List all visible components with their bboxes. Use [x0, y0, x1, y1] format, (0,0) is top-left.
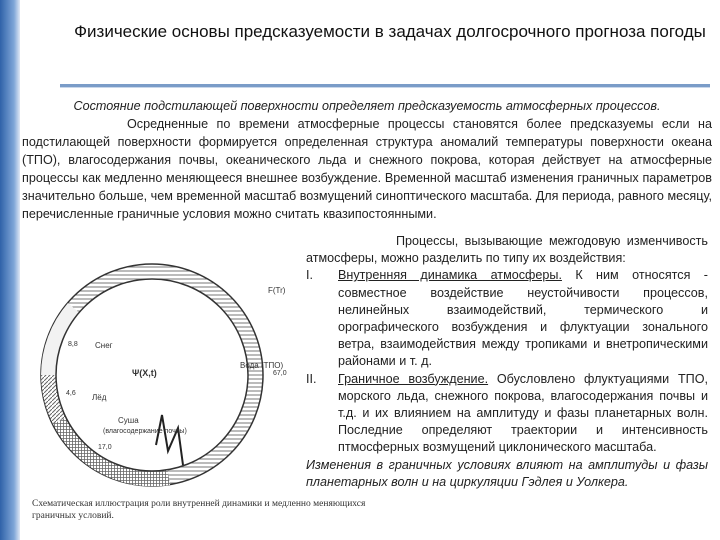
water-label: Вода (ТПО): [240, 361, 284, 370]
lead-sentence: Состояние подстилающей поверхности определяет предсказуемость атмосферных процессов.: [73, 99, 661, 113]
main-paragraph: Осредненные по времени атмосферные процессы становятся более предсказуемы если на подстилающей поверхности формируется определенная структура аномалий температуры поверхности океана (ТПО), влагосодержания почвы, океанического льда и снежного покрова, которая действует на атмосферные процессы как медленно меняющееся внешнее возбуждение. Временной масштаб изменения граничных параметров значительно больше, чем временной масштаб возмущений синоптического масштаба. Для периода, равного месяцу, перечисленные граничные условия можно считать квазипостоянными.: [22, 117, 712, 221]
f-label: F(Tr): [268, 286, 286, 295]
title-divider: [60, 84, 710, 88]
slide-title: Физические основы предсказуемости в задачах долгосрочного прогноза погоды: [74, 22, 706, 41]
conclusion: Изменения в граничных условиях влияют на амплитуды и фазы планетарных волн и на циркуляции Гэдлея и Уолкера.: [306, 457, 708, 489]
center-label: Ψ(X,t): [132, 368, 157, 378]
list-item: II. Граничное возбуждение. Обусловлено флуктуациями ТПО, морского льда, снежного покрова, влагосодержания почвы и т.д. и их влиянием на амплитуду и фазы планетарных волн. Последние определяют траектории и интенсивность птмосферных возмущений циклонического масштаба.: [306, 371, 709, 455]
intro-text: [22, 97, 712, 223]
side-strip: [0, 0, 20, 540]
processes-intro: Процессы, вызывающие межгодовую изменчивость атмосферы, можно разделить по типу их воздействия:: [306, 234, 708, 266]
land-sub-label: (влагосодержание почвы): [103, 428, 187, 435]
ice-label: Лёд: [92, 393, 107, 402]
value-land: 17,0: [98, 444, 112, 451]
value-water: 67,0: [273, 370, 287, 377]
figure-caption: Схематическая иллюстрация роли внутренней динамики и медленно меняющихся граничных условий.: [32, 499, 366, 521]
value-ice: 4,6: [66, 390, 76, 397]
list-item: I. Внутренняя динамика атмосферы. К ним относятся - совместное воздействие неустойчивости процессов, нелинейных взаимодействий, термического и орографического возбуждения и флуктуации зонального ветра, взаимодействия между тропиками и внетропическими районами и т. д.: [306, 268, 708, 369]
value-snow: 8,8: [68, 341, 78, 348]
land-label: Суша: [118, 416, 139, 425]
snow-label: Снег: [95, 341, 113, 350]
processes-text: [306, 233, 708, 491]
boundary-diagram: [20, 233, 310, 498]
